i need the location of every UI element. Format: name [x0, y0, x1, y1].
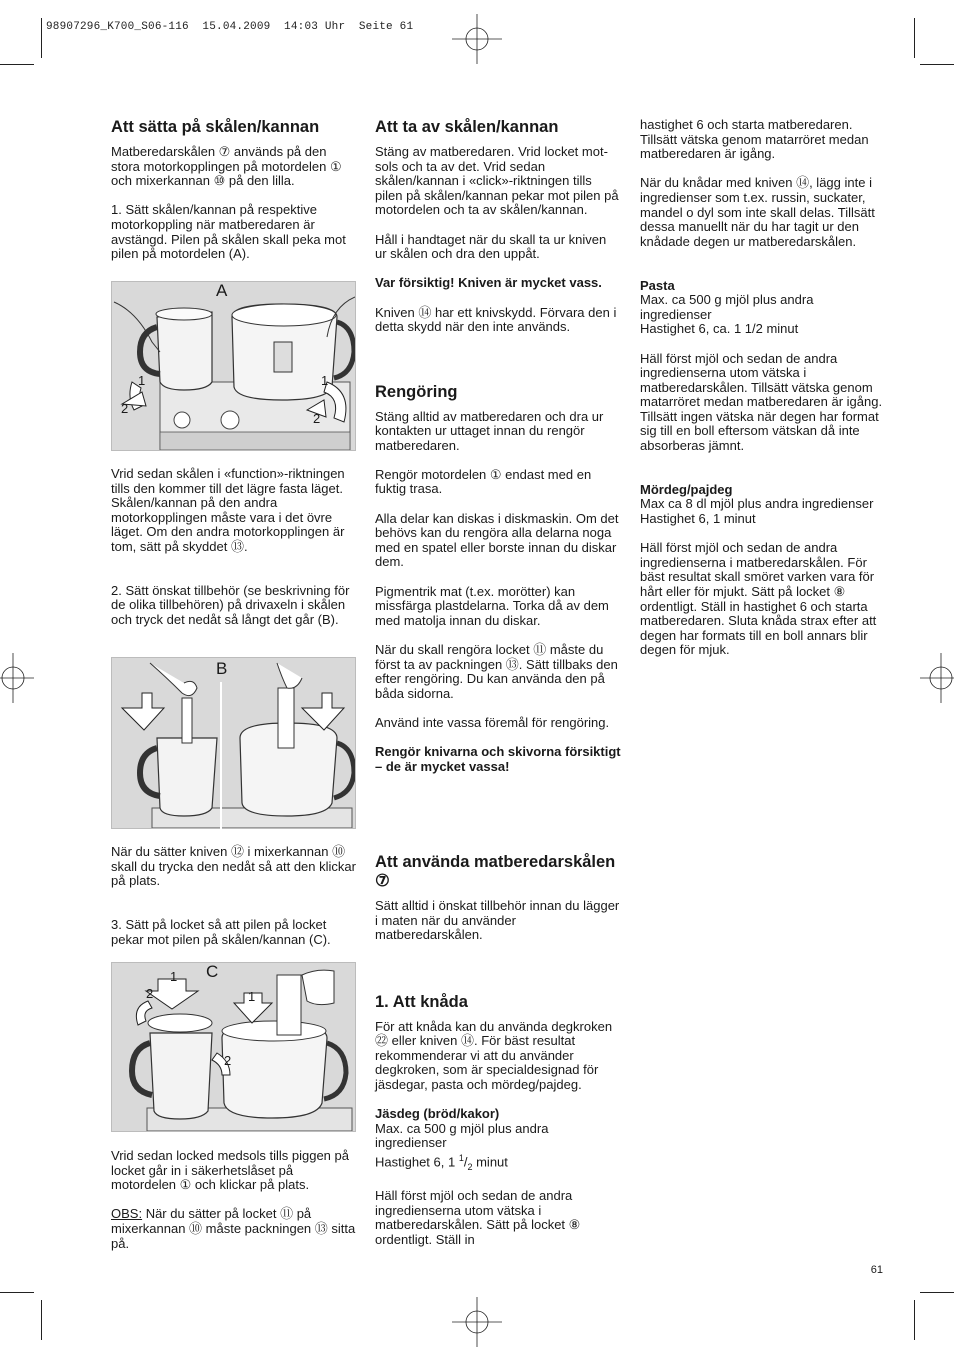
paragraph: Max. ca 500 g mjöl plus andra ingredienser — [375, 1120, 549, 1151]
step-1-marker: 1 — [248, 989, 256, 1004]
column-2-lower — [375, 853, 621, 1262]
registration-mark-left — [0, 653, 34, 703]
obs-label: OBS: — [111, 1206, 143, 1222]
paragraph: Häll först mjöl och sedan de andra ingredienserna utom vätska i matberedarskålen. Tillsätt vätska genom matarröret medan matberedaren är igång. Tillsätt ingen vätska när degen har format sig till en boll eftersom vätskan då inte absorberas jämnt. — [640, 350, 883, 454]
paragraph: Kniven ⑭ har ett knivskydd. Förvara den i detta skydd när den inte används. — [375, 304, 617, 335]
step-2-marker: 2 — [224, 1053, 232, 1068]
paragraph: Max. ca 500 g mjöl plus andra ingredienser — [640, 292, 814, 322]
figure-c-label: C — [206, 962, 219, 981]
column-1-bottom — [111, 1149, 357, 1266]
paragraph: hastighet 6 och starta matberedaren. Tillsätt vätska genom matarröret medan matberedaren är igång. — [640, 117, 869, 162]
registration-mark-bottom — [452, 1297, 502, 1347]
subheading-yeast-dough: Jäsdeg (bröd/kakor) — [375, 1106, 500, 1122]
paragraph: Stäng av matberedaren. Vrid locket mot-sols och ta av det. Vrid sedan skålen/kannan i «click»-riktningen tills pilen på skålen/kannan pekar mot pilen på motordelen och ta av skålen/kannan. — [375, 144, 619, 218]
step-2-marker: 2 — [146, 986, 154, 1001]
step-1-marker: 1 — [321, 373, 329, 388]
column-1-middle — [111, 467, 357, 642]
paragraph: Häll först mjöl och sedan de andra ingredienserna i matberedarskålen. För bäst resultat skall smöret varken vara för hårt eller för mjukt. Sätt på locket ⑧ ordentligt. Ställ in hastighet 6 och starta matberedaren. Sluta knåda strax efter att degen har formats till en boll annars blir degen för mjuk. — [640, 540, 877, 658]
step-2-marker: 2 — [121, 401, 129, 416]
paragraph: När du knådar med kniven ⑭, lägg inte i ingredienser som t.ex. russin, suckater, mandel o dyl som inte skall delas. Tillsätt dessa manuellt när du har tagit ur den knådade degen ur matberedarskålen. — [640, 175, 875, 249]
figure-a-label: A — [216, 281, 228, 300]
paragraph: Häll först mjöl och sedan de andra ingredienserna utom vätska i matberedarskålen. Sätt på locket ⑧ ordentligt. Ställ in — [375, 1188, 581, 1247]
registration-mark-top — [452, 14, 502, 64]
subheading-pasta: Pasta — [640, 277, 675, 293]
figure-divider — [220, 682, 222, 832]
paragraph: Pigmentrik mat (t.ex. morötter) kan missfärga plastdelarna. Torka då av dem med matolja innan du diskar. — [375, 583, 609, 628]
column-1-lower — [111, 845, 357, 962]
column-2 — [375, 118, 621, 789]
paragraph: 3. Sätt på locket så att pilen på locket pekar mot pilen på skålen/kannan (C). — [111, 916, 331, 947]
paragraph: Hastighet 6, ca. 1 1/2 minut — [640, 321, 799, 337]
column-3 — [640, 118, 884, 673]
column-1 — [111, 118, 357, 276]
step-1-marker: 1 — [138, 373, 146, 388]
print-header: 98907296_K700_S06-116 15.04.2009 14:03 Uhr Seite 61 — [46, 21, 414, 33]
paragraph: Vrid sedan locked medsols tills piggen på locket går in i säkerhetslåset på motordelen ① och klickar på plats. — [111, 1148, 349, 1193]
warning-text: Rengör knivarna och skivorna försiktigt – de är mycket vassa! — [375, 744, 621, 774]
section-title-attach: Att sätta på skålen/kannan — [111, 118, 320, 136]
paragraph: 1. Sätt skålen/kannan på respektive motorkoppling när matberedaren är avstängd. Pilen på skålen skall peka mot pilen på motordelen (A). — [111, 202, 346, 262]
paragraph: Rengör motordelen ① endast med en fuktig trasa. — [375, 466, 592, 497]
paragraph: Max ca 8 dl mjöl plus andra ingredienser — [640, 496, 874, 512]
figure-b-label: B — [216, 659, 228, 678]
paragraph: Håll i handtaget när du skall ta ur kniven ur skålen och dra den uppåt. — [375, 231, 607, 262]
paragraph: 2. Sätt önskat tillbehör (se beskrivning för de olika tillbehören) på drivaxeln i skålen och tryck det nedåt så långt det går (B). — [111, 582, 350, 627]
section-title-cleaning: Rengöring — [375, 382, 458, 401]
paragraph: För att knåda kan du använda degkroken ㉒ eller kniven ⑭. För bäst resultat rekommenderar vi att du använder degkroken, som är specialdesignad för jäsdegar, pasta och mördeg/pajdeg. — [375, 1018, 613, 1092]
paragraph: När du skall rengöra locket ⑪ måste du först ta av packningen ⑬. Sätt tillbaks den efter rengöring. Du kan använda den på båda sidorna. — [375, 642, 618, 701]
figure-b — [111, 657, 356, 829]
paragraph: Matberedarskålen ⑦ används på den stora motorkopplingen på motordelen ① och mixerkannan ⑩ på den lilla. — [111, 144, 342, 189]
paragraph: Använd inte vassa föremål för rengöring. — [375, 714, 610, 730]
paragraph: OBS: När du sätter på locket ⑪ på mixerkannan ⑩ måste packningen ⑬ sitta på. — [111, 1206, 356, 1251]
registration-mark-right — [920, 653, 954, 703]
section-title-kneading: 1. Att knåda — [375, 992, 468, 1011]
subheading-shortcrust: Mördeg/pajdeg — [640, 481, 733, 497]
paragraph: Sätt alltid i önskat tillbehör innan du lägger i maten när du använder matberedarskålen. — [375, 898, 620, 943]
section-title-use-bowl: Att använda matberedarskålen ⑦ — [375, 853, 616, 890]
warning-text: Var försiktig! Kniven är mycket vass. — [375, 275, 602, 291]
section-title-remove: Att ta av skålen/kannan — [375, 118, 559, 136]
step-1-marker: 1 — [170, 969, 178, 984]
paragraph: Stäng alltid av matberedaren och dra ur kontakten ur uttaget innan du rengör matberedaren. — [375, 408, 604, 453]
page-number: 61 — [870, 1264, 883, 1276]
step-2-marker: 2 — [313, 411, 321, 426]
paragraph-speed: Hastighet 6, 1 $^1/_2$ minut — [375, 1152, 508, 1172]
paragraph: Alla delar kan diskas i diskmaskin. Om det behövs kan du rengöra alla delarna noga med en spatel eller borste innan du diskar dem. — [375, 510, 619, 570]
paragraph: Vrid sedan skålen i «function»-riktningen tills den kommer till det lägre fasta läget. Skålen/kannan på den andra motorkopplingen måste vara i det övre läget. Om den andra motorkopplingen är tom, sätt på skyddet ⑬. — [111, 466, 345, 554]
paragraph: När du sätter kniven ⑫ i mixerkannan ⑩ skall du trycka den nedåt så att den klickar på plats. — [111, 844, 356, 889]
paragraph: Hastighet 6, 1 minut — [640, 511, 756, 527]
